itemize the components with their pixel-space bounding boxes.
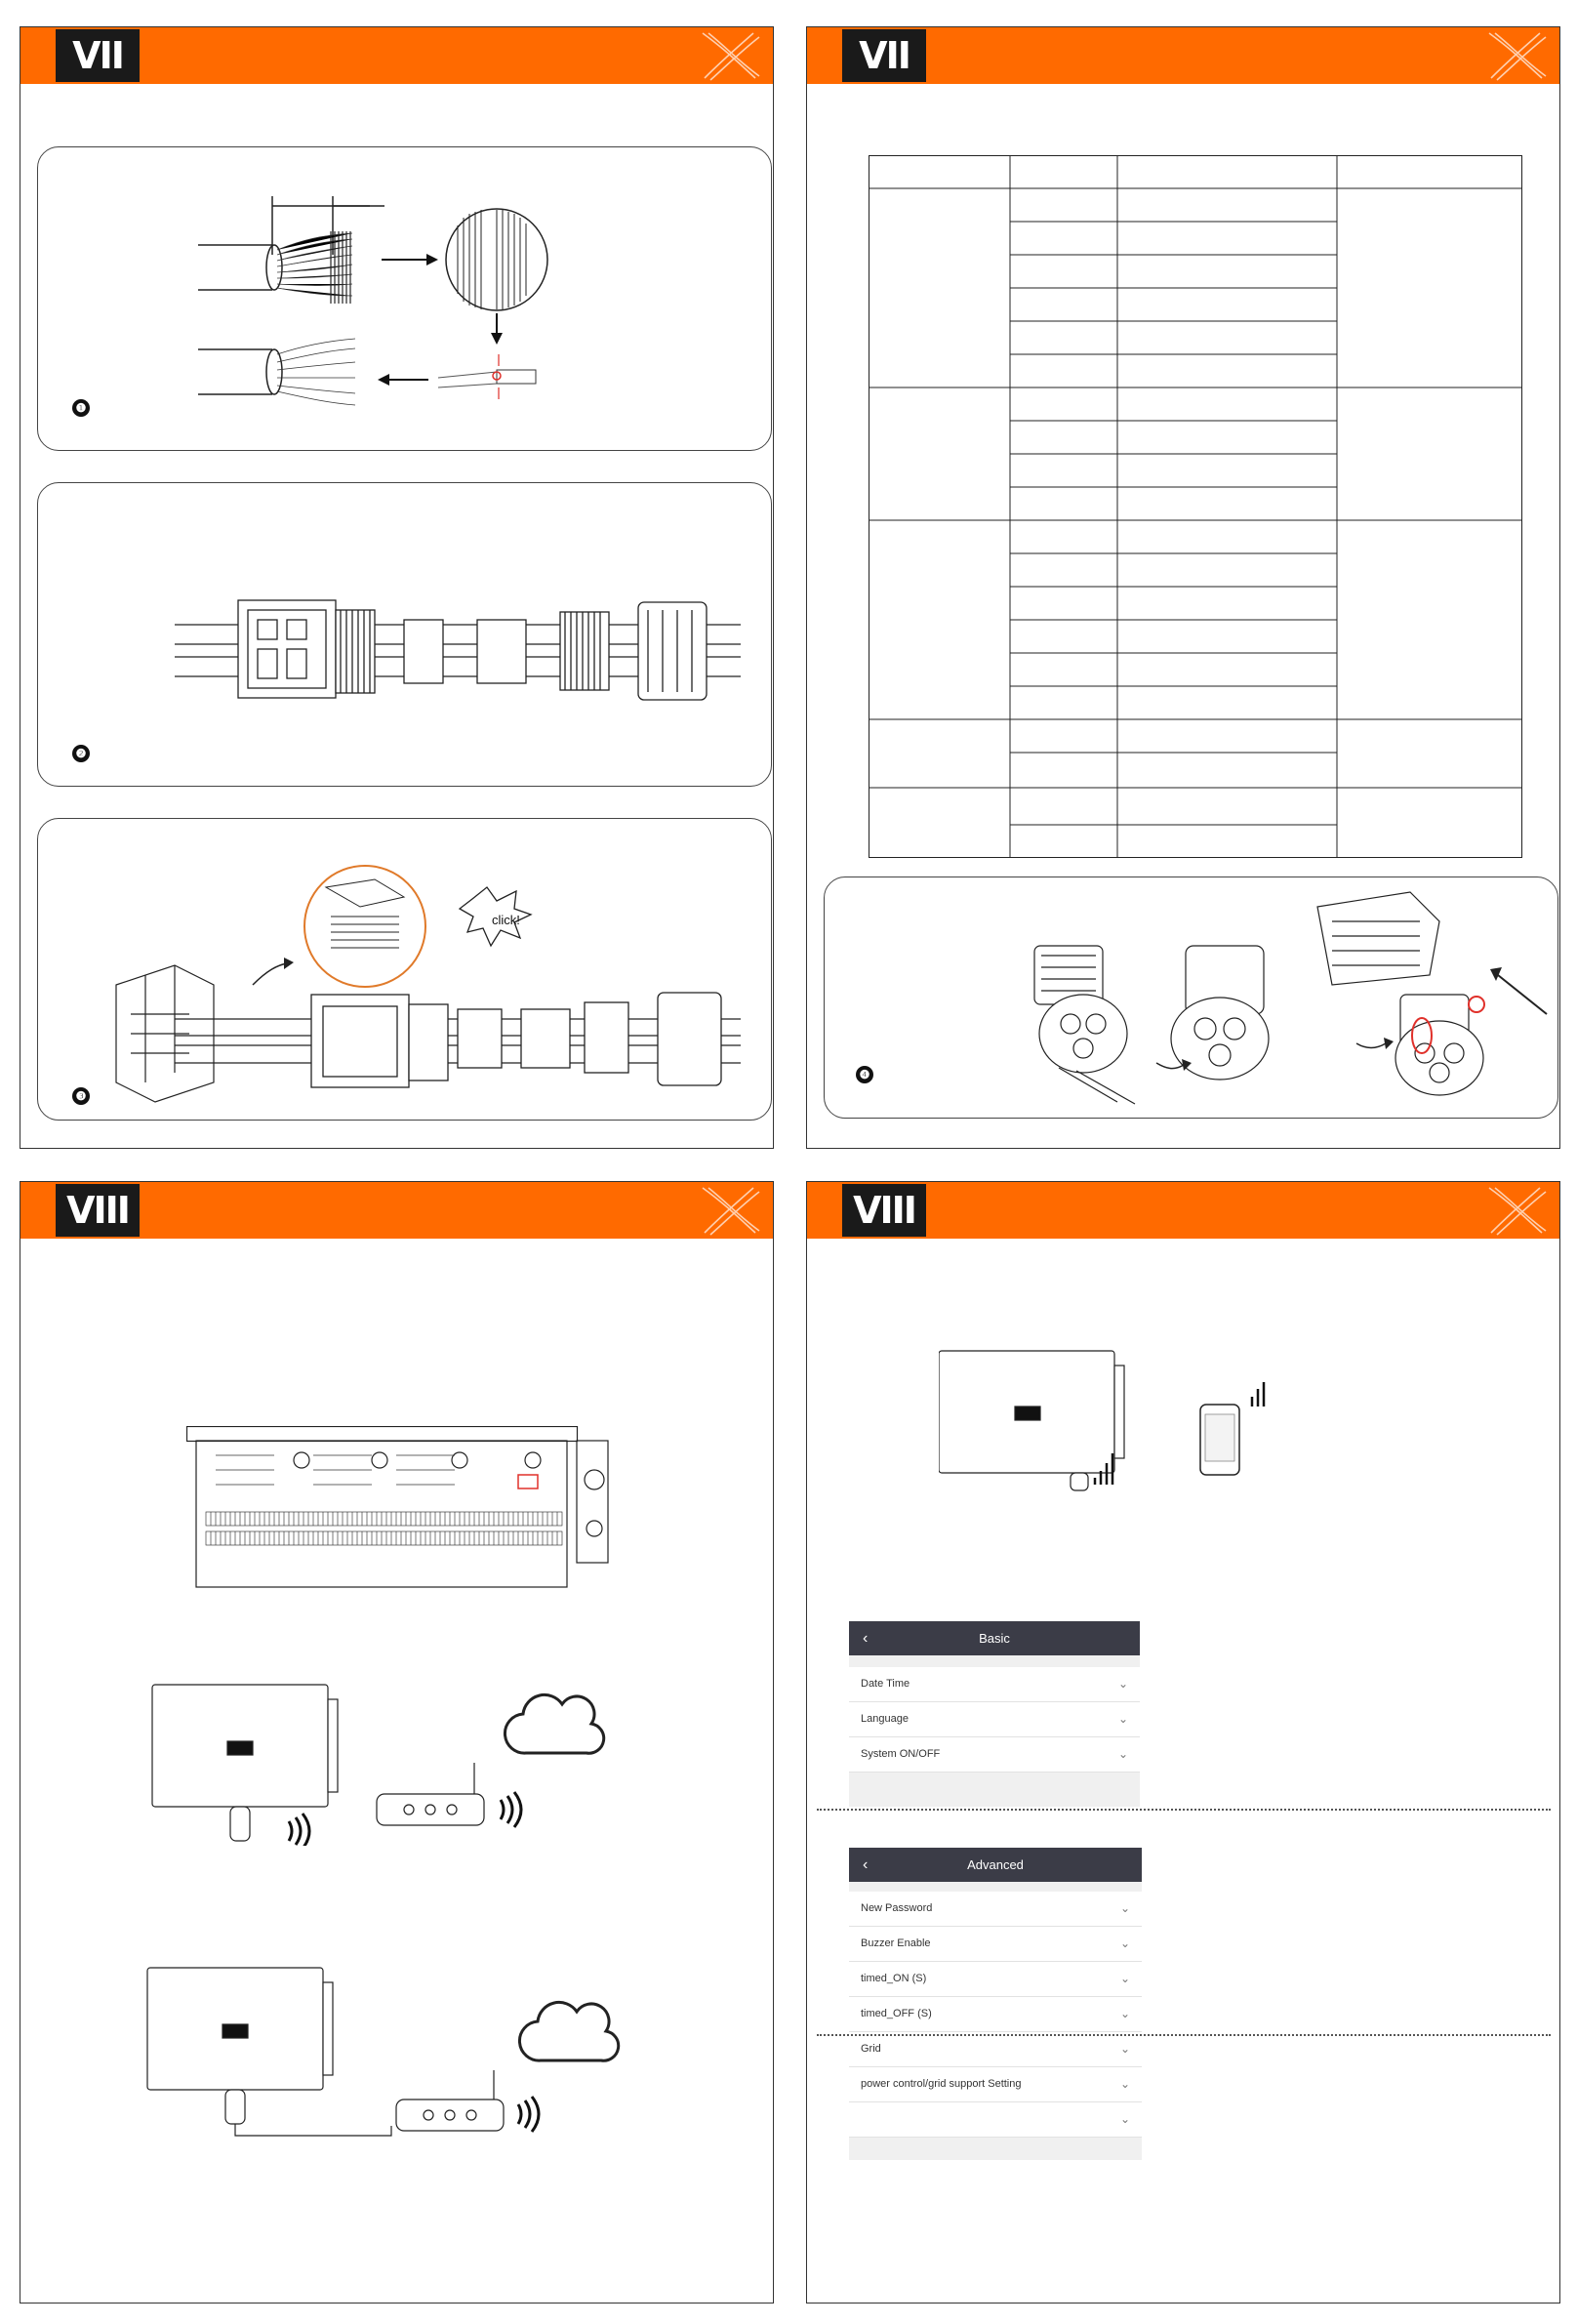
chevron-down-icon: ⌄ — [1119, 2007, 1130, 2020]
ethernet-router-cloud-diagram — [142, 1958, 640, 2139]
chevron-down-icon: ⌄ — [1119, 1937, 1130, 1950]
step-number-3: ❸ — [72, 1087, 90, 1105]
chevron-down-icon: ⌄ — [1119, 2077, 1130, 2091]
section-header-band — [20, 1182, 773, 1239]
chevron-down-icon: ⌄ — [1117, 1712, 1128, 1726]
chevron-down-icon: ⌄ — [1117, 1747, 1128, 1761]
inverter-phone-bluetooth-diagram — [939, 1346, 1193, 1492]
brand-logo-icon — [695, 1184, 763, 1237]
manual-page-vii-a — [20, 26, 774, 1149]
pin-insertion-illustration — [38, 819, 773, 1121]
brand-logo-icon — [1481, 1184, 1550, 1237]
section-divider — [817, 2034, 1551, 2036]
section-number: VIII — [56, 1184, 140, 1237]
menu-item-buzzer-enable[interactable]: Buzzer Enable ⌄ — [849, 1927, 1142, 1962]
chevron-down-icon: ⌄ — [1117, 1677, 1128, 1691]
app-screen-basic — [849, 1621, 1140, 1807]
menu-item-new-password[interactable]: New Password ⌄ — [849, 1892, 1142, 1927]
step-card-4 — [824, 877, 1558, 1119]
app-header-advanced — [849, 1848, 1142, 1882]
manual-page-viii-b — [806, 1181, 1560, 2304]
app-screen-advanced — [849, 1848, 1142, 2160]
connector-assembly-illustration — [38, 483, 773, 788]
menu-item-language[interactable]: Language ⌄ — [849, 1702, 1140, 1737]
step-number-2: ❷ — [72, 745, 90, 762]
section-number: VII — [56, 29, 140, 82]
brand-logo-icon — [695, 29, 763, 82]
section-header-band — [20, 27, 773, 84]
chevron-down-icon: ⌄ — [1119, 1901, 1130, 1915]
chevron-down-icon: ⌄ — [1119, 2112, 1130, 2126]
section-divider — [817, 1809, 1551, 1811]
app-title-basic: Basic — [979, 1631, 1010, 1646]
inverter-bottom-view — [186, 1426, 645, 1592]
menu-item-timed-on[interactable]: timed_ON (S) ⌄ — [849, 1962, 1142, 1997]
spacer — [849, 1655, 1140, 1667]
phone-icon — [1195, 1377, 1303, 1485]
click-callout-text: click! — [492, 913, 520, 927]
manual-page-vii-b — [806, 26, 1560, 1149]
section-number: VII — [842, 29, 926, 82]
pin-assignment-table — [869, 155, 1522, 858]
back-arrow-icon[interactable]: ‹ — [863, 1856, 869, 1873]
section-header-band — [807, 27, 1559, 84]
chevron-down-icon: ⌄ — [1119, 2042, 1130, 2056]
app-header-basic — [849, 1621, 1140, 1655]
brand-logo-icon — [1481, 29, 1550, 82]
spacer — [849, 1882, 1142, 1892]
menu-item-date-time[interactable]: Date Time ⌄ — [849, 1667, 1140, 1702]
menu-item-grid[interactable]: Grid ⌄ — [849, 2032, 1142, 2067]
step-card-1 — [37, 146, 772, 451]
section-number: VIII — [842, 1184, 926, 1237]
chevron-down-icon: ⌄ — [1119, 1972, 1130, 1985]
menu-item-timed-off[interactable]: timed_OFF (S) ⌄ — [849, 1997, 1142, 2032]
cable-stripping-illustration — [38, 147, 773, 452]
back-arrow-icon[interactable]: ‹ — [863, 1630, 869, 1647]
step-number-4: ❹ — [856, 1066, 873, 1083]
plug-mating-illustration — [825, 877, 1559, 1120]
manual-page-viii-a — [20, 1181, 774, 2304]
section-header-band — [807, 1182, 1559, 1239]
menu-item-power-control[interactable]: power control/grid support Setting ⌄ — [849, 2067, 1142, 2102]
app-title-advanced: Advanced — [967, 1857, 1024, 1872]
step-card-2 — [37, 482, 772, 787]
step-number-1: ❶ — [72, 399, 90, 417]
wifi-router-cloud-diagram — [147, 1675, 635, 1846]
menu-item-system-on-off[interactable]: System ON/OFF ⌄ — [849, 1737, 1140, 1773]
menu-item-blank[interactable] — [849, 2102, 1142, 2138]
step-card-3 — [37, 818, 772, 1121]
